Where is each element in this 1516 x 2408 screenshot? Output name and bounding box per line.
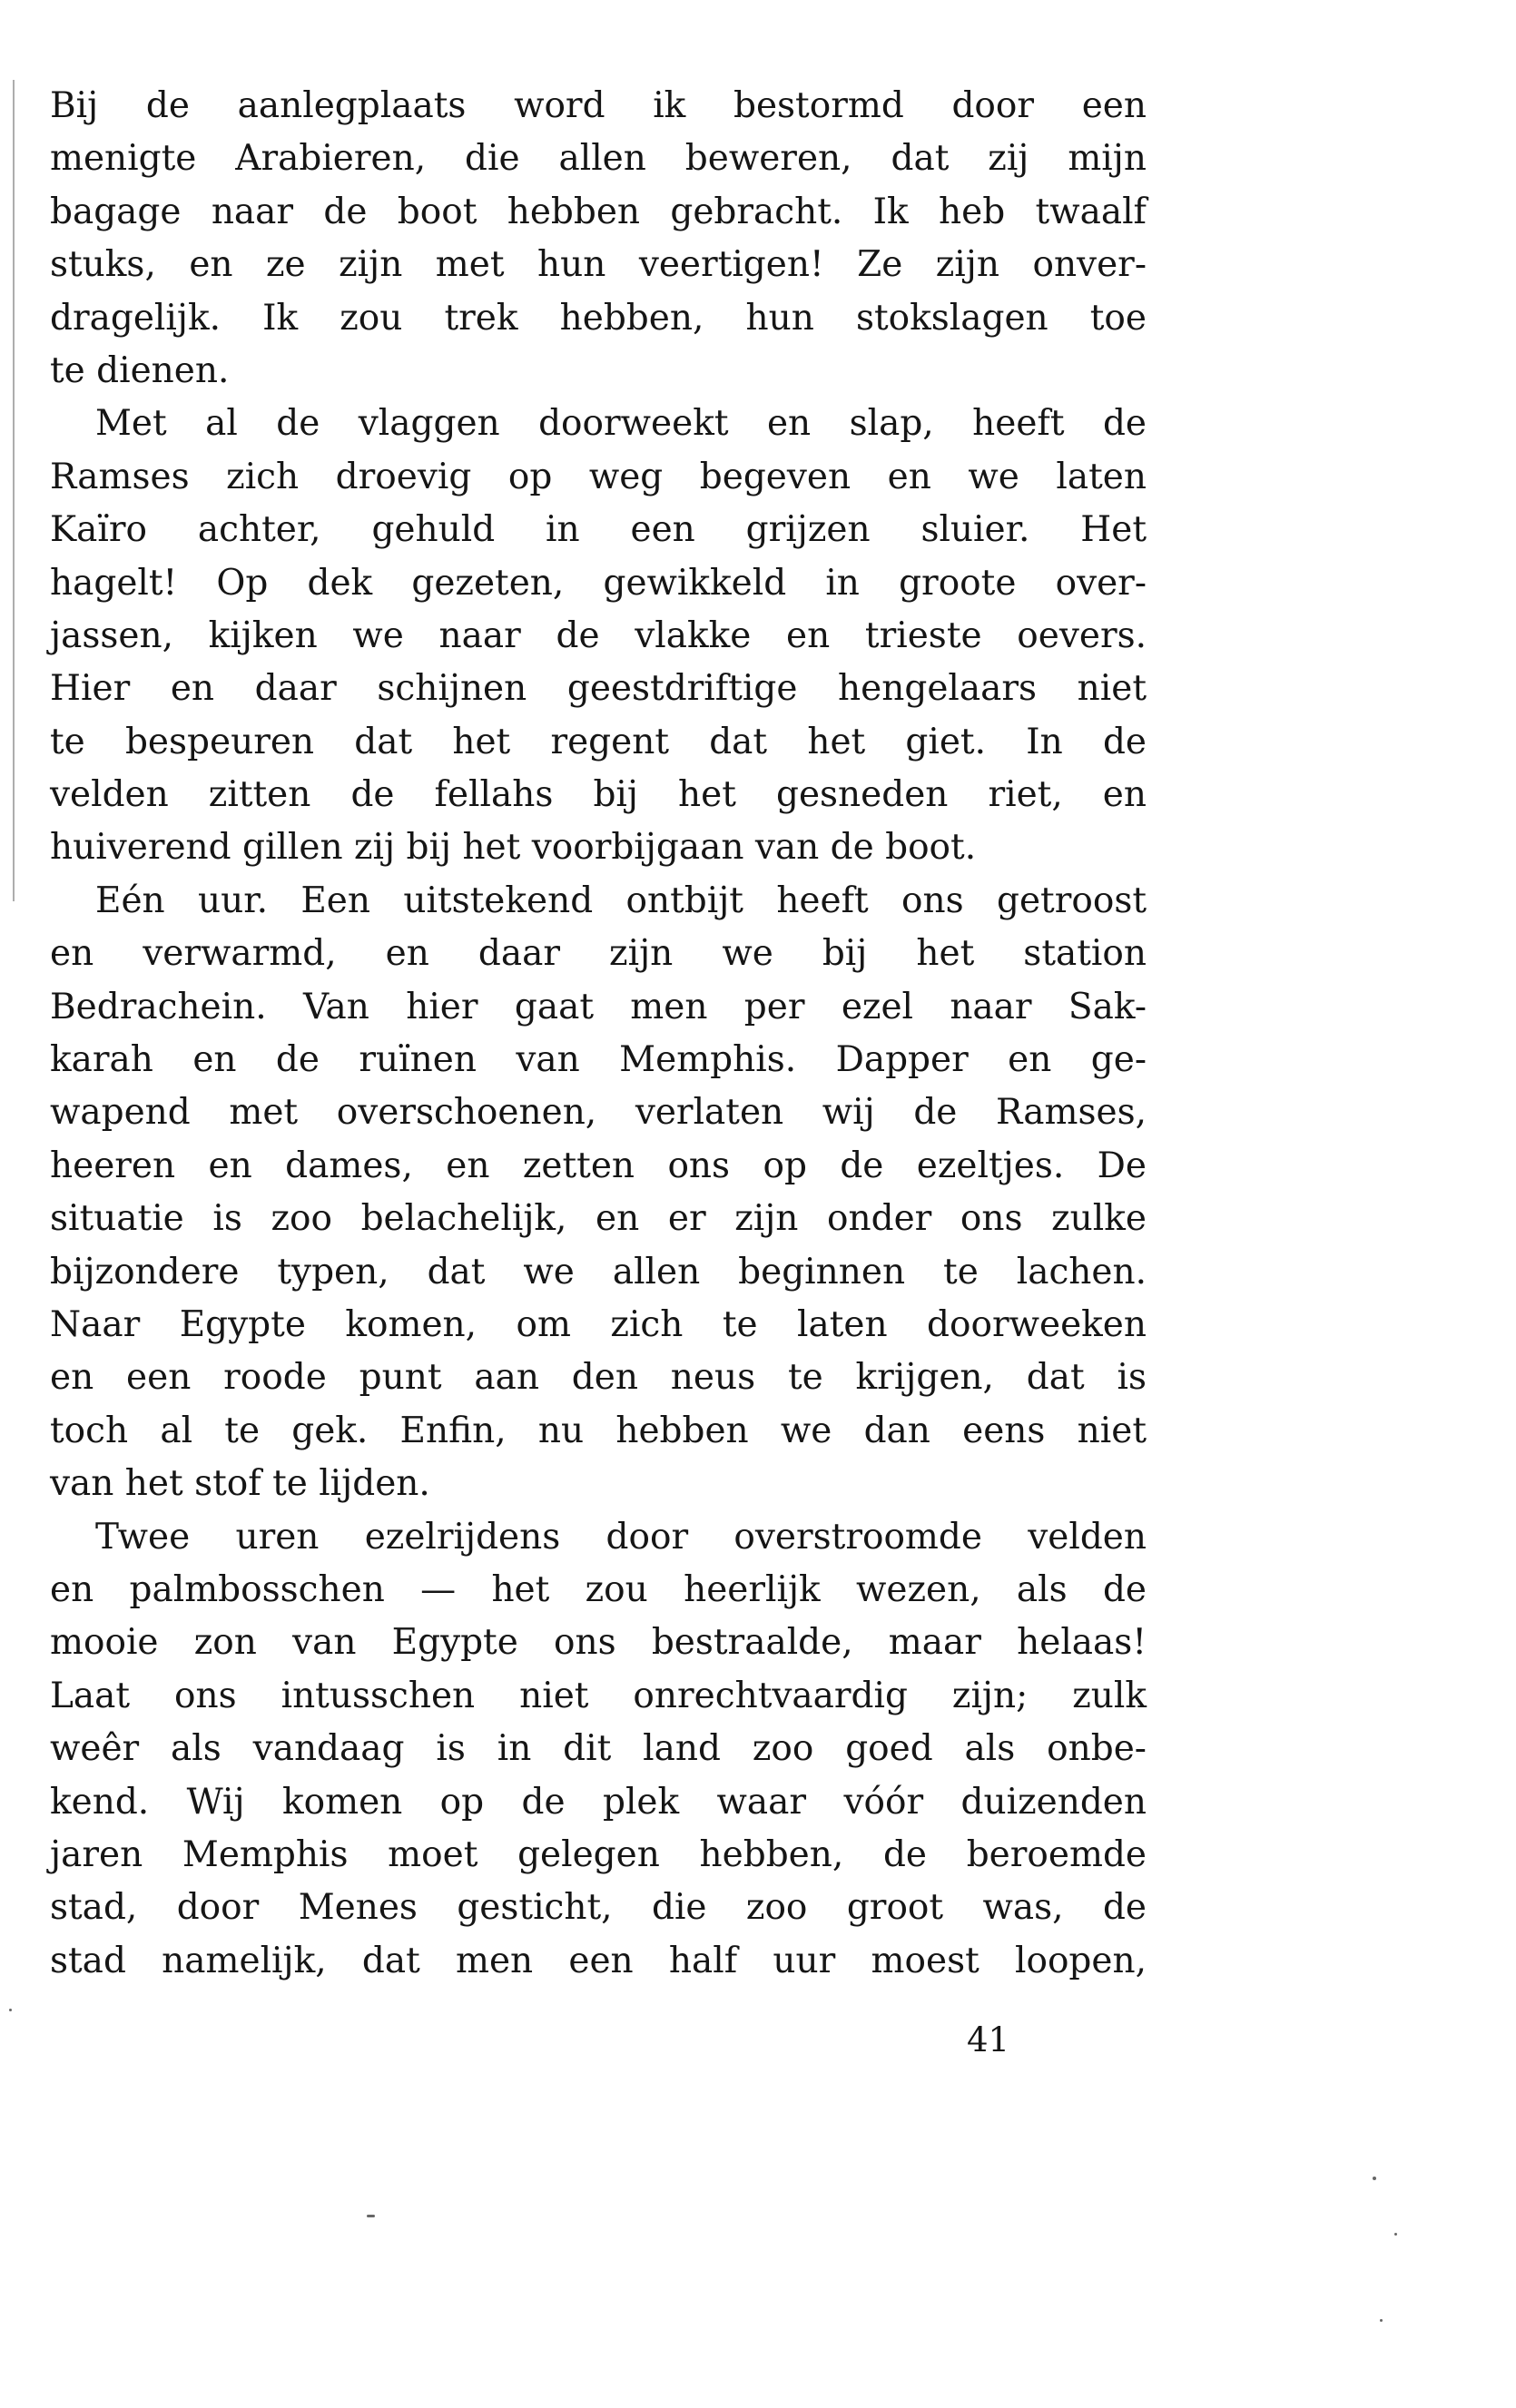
text-line: karah en de ruïnen van Memphis. Dapper en ge- [50, 1039, 1147, 1081]
text-line: Bij de aanlegplaats word ik bestormd door een [50, 85, 1147, 126]
paragraph [50, 1511, 1147, 1989]
margin-rule [13, 80, 15, 901]
text-line: mooie zon van Egypte ons bestraalde, maar helaas! [50, 1622, 1147, 1664]
text-line: wapend met overschoenen, verlaten wij de Ramses, [50, 1092, 1147, 1134]
text-line: weêr als vandaag is in dit land zoo goed als onbe- [50, 1728, 1147, 1770]
text-line: velden zitten de fellahs bij het gesneden riet, en [50, 774, 1147, 816]
text-line: heeren en dames, en zetten ons op de ezeltjes. De [50, 1145, 1147, 1186]
text-line: menigte Arabieren, die allen beweren, dat zij mijn [50, 138, 1147, 180]
paragraph [50, 875, 1147, 1511]
text-line: kend. Wij komen op de plek waar vóór duizenden [50, 1781, 1147, 1823]
text-line: Ramses zich droevig op weg begeven en we laten [50, 456, 1147, 497]
text-line: Eén uur. Een uitstekend ontbijt heeft ons getroost [95, 880, 1147, 921]
scan-speck [9, 2009, 12, 2011]
text-line: jaren Memphis moet gelegen hebben, de beroemde [50, 1833, 1147, 1875]
body-text [50, 80, 1147, 1988]
text-line: Bedrachein. Van hier gaat men per ezel naar Sak- [50, 986, 1147, 1027]
text-line: en verwarmd, en daar zijn we bij het station [50, 933, 1147, 975]
text-line: stad namelijk, dat men een half uur moest loopen, [50, 1940, 1147, 1981]
text-line: huiverend gillen zij bij het voorbijgaan van de boot. [50, 827, 977, 869]
text-line: Kaïro achter, gehuld in een grijzen sluier. Het [50, 509, 1147, 551]
text-line: Laat ons intusschen niet onrechtvaardig zijn; zulk [50, 1675, 1147, 1716]
scan-speck [1394, 2233, 1397, 2236]
scan-speck [1380, 2319, 1383, 2322]
text-line: dragelijk. Ik zou trek hebben, hun stokslagen toe [50, 297, 1147, 339]
text-line: jassen, kijken we naar de vlakke en trieste oevers. [50, 614, 1147, 656]
text-line: situatie is zoo belachelijk, en er zijn onder ons zulke [50, 1198, 1147, 1240]
text-line: Naar Egypte komen, om zich te laten doorweeken [50, 1303, 1147, 1345]
text-line: en palmbosschen — het zou heerlijk wezen, als de [50, 1568, 1147, 1610]
text-line: Twee uren ezelrijdens door overstroomde velden [95, 1516, 1147, 1558]
text-line: en een roode punt aan den neus te krijgen, dat is [50, 1357, 1147, 1399]
text-line: hagelt! Op dek gezeten, gewikkeld in groote over- [50, 562, 1147, 604]
text-line: stuks, en ze zijn met hun veertigen! Ze zijn onver- [50, 244, 1147, 286]
text-line: bijzondere typen, dat we allen beginnen te lachen. [50, 1251, 1147, 1292]
paragraph [50, 80, 1147, 398]
page-number: 41 [967, 2020, 1010, 2059]
text-line: te dienen. [50, 349, 230, 391]
text-line: te bespeuren dat het regent dat het giet. In de [50, 721, 1147, 762]
scan-speck [367, 2215, 375, 2217]
paragraph [50, 398, 1147, 875]
text-line: van het stof te lijden. [50, 1463, 430, 1505]
text-line: toch al te gek. Enfin, nu hebben we dan eens niet [50, 1410, 1147, 1451]
text-line: Hier en daar schijnen geestdriftige hengelaars niet [50, 668, 1147, 710]
text-line: Met al de vlaggen doorweekt en slap, heeft de [95, 403, 1147, 445]
scan-speck [1373, 2177, 1376, 2180]
text-line: bagage naar de boot hebben gebracht. Ik heb twaalf [50, 191, 1147, 232]
text-line: stad, door Menes gesticht, die zoo groot was, de [50, 1887, 1147, 1929]
